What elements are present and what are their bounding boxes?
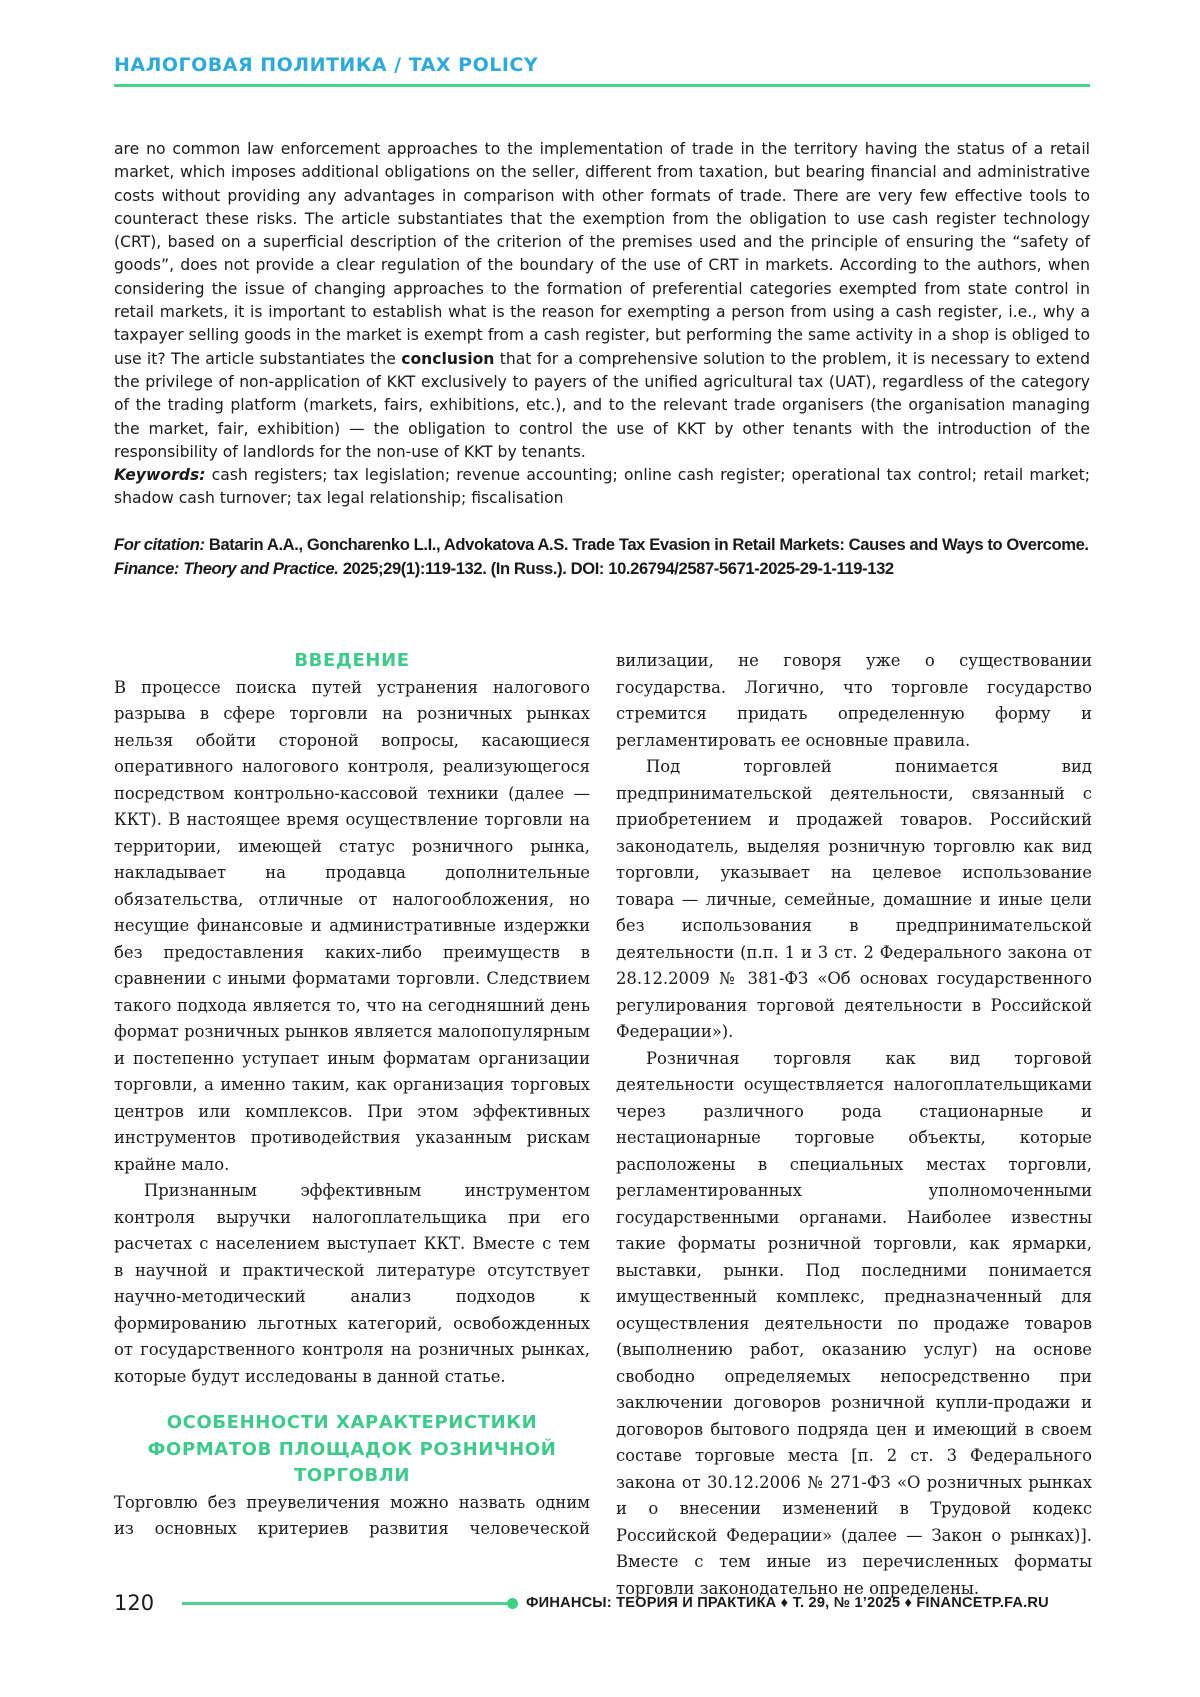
abstract-text-part: that for a comprehensive solution to the problem, it is necessary to extend the privilege of non-application of KKT exclusively to payers of the unified agricultural tax (UAT), regardless of the category of the trading platform (markets, fairs, exhibitions, etc.), and to the relevant trade organisers (the organisation managing the market, fair, exhibition) — the obligation to control the use of KKT by other tenants with the introduction of the responsibility of landlords for the non-use of KKT by tenants. [114,350,1090,461]
footer-divider [182,1602,512,1605]
abstract [114,138,1090,511]
paragraph: Признанным эффективным инструментом контроля выручки налогоплательщика при его расчетах с населением выступает ККТ. Вместе с тем в научной и практической литературе отсутствует научно-методический анализ подходов к формированию льготных категорий, освобожденных от государственного контроля на розничных рынках, которые будут исследованы в данной статье. [114,1178,590,1390]
abstract-bold-word: conclusion [401,350,494,368]
section-title-formats: ОСОБЕННОСТИ ХАРАКТЕРИСТИКИ ФОРМАТОВ ПЛОЩАДОК РОЗНИЧНОЙ ТОРГОВЛИ [114,1410,590,1490]
page-footer [114,1588,1090,1618]
citation-journal: Finance: Theory and Practice. [114,559,338,578]
header-divider [114,84,1090,87]
section-header-title: НАЛОГОВАЯ ПОЛИТИКА / TAX POLICY [114,54,1090,76]
page-number: 120 [114,1591,182,1615]
paragraph: Розничная торговля как вид торговой деятельности осуществляется налогоплательщиками через различного рода стационарные и нестационарные торговые объекты, которые расположены в специальных местах торговли, регламентированных уполномоченными государственными органами. Наиболее известны такие форматы розничной торговли, как ярмарки, выставки, рынки. Под последними понимается имущественный комплекс, предназначенный для осуществления деятельности по продаже товаров (выполнению работ, оказанию услуг) на основе свободно определяемых непосредственно при заключении договоров розничной купли-продажи и договоров бытового подряда цен и имеющий в своем составе торговые места [п. 2 ст. 3 Федерального закона от 30.12.2006 № 271-ФЗ «О розничных рынках и о внесении изменений в Трудовой кодекс Российской Федерации» (далее — Закон о рынках)]. Вместе с тем иные из перечисленных форматы торговли законодательно не определены. [616,1046,1092,1603]
keywords-label: Keywords: [114,466,205,484]
citation-details: 2025;29(1):119-132. (In Russ.). DOI: 10.26794/2587-5671-2025-29-1-119-132 [343,559,894,578]
abstract-text-part: are no common law enforcement approaches to the implementation of trade in the territory having the status of a retail market, which imposes additional obligations on the seller, different from taxation, but bearing financial and administrative costs without providing any advantages in comparison with other formats of trade. There are very few effective tools to counteract these risks. The article substantiates that the exemption from the obligation to use cash register technology (CRT), based on a superficial description of the criterion of the premises used and the principle of ensuring the “safety of goods”, does not provide a clear regulation of the boundary of the use of CRT in markets. According to the authors, when considering the issue of changing approaches to the formation of preferential categories exempted from state control in retail markets, it is important to establish what is the reason for exempting a person from using a cash register, i.e., why a taxpayer selling goods in the market is exempt from a cash register, but performing the same activity in a shop is obliged to use it? The article substantiates the [114,140,1090,368]
footer-journal-info: ФИНАНСЫ: ТЕОРИЯ И ПРАКТИКА ♦ Т. 29, № 1’2025 ♦ FINANCETP.FA.RU [526,1595,1049,1611]
keywords [114,464,1090,511]
footer-dot-icon [507,1598,518,1609]
keywords-list: cash registers; tax legislation; revenue accounting; online cash register; operational tax control; retail market; shadow cash turnover; tax legal relationship; fiscalisation [114,466,1090,507]
citation-label: For citation: [114,535,205,554]
paragraph: В процессе поиска путей устранения налогового разрыва в сфере торговли на розничных рынках нельзя обойти стороной вопросы, касающиеся оперативного налогового контроля, реализующегося посредством контрольно-кассовой техники (далее — ККТ). В настоящее время осуществление торговли на территории, имеющей статус розничного рынка, накладывает на продавца дополнительные обязательства, отличные от налогообложения, но несущие финансовые и административные издержки без предоставления каких-либо преимуществ в сравнении с иными форматами торговли. Следствием такого подхода является то, что на сегодняшний день формат розничных рынков является малопопулярным и постепенно уступает иным форматам организации торговли, а именно таким, как организация торговых центров или комплексов. При этом эффективных инструментов противодействия указанным рискам крайне мало. [114,675,590,1179]
running-header [114,54,1090,87]
citation [114,533,1104,580]
paragraph: Торговлю без преувеличения можно назвать одним из основных критериев развития человеческой [114,1490,590,1543]
right-column [616,648,1092,1602]
section-title-introduction: ВВЕДЕНИЕ [114,648,590,675]
paragraph-continued: вилизации, не говоря уже о существовании государства. Логично, что торговле государство стремится придать определенную форму и регламентировать ее основные правила. [616,648,1092,754]
abstract-text [114,138,1090,464]
left-column [114,648,590,1543]
paragraph: Под торговлей понимается вид предпринимательской деятельности, связанный с приобретением и продажей товаров. Российский законодатель, выделяя розничную торговлю как вид торговли, указывает на целевое использование товара — личные, семейные, домашние и иные цели без использования в предпринимательской деятельности (п.п. 1 и 3 ст. 2 Федерального закона от 28.12.2009 № 381-ФЗ «Об основах государственного регулирования торговой деятельности в Российской Федерации»). [616,754,1092,1046]
citation-authors-title: Batarin A.A., Goncharenko L.I., Advokatova A.S. Trade Tax Evasion in Retail Markets: Causes and Ways to Overcome. [209,535,1089,554]
